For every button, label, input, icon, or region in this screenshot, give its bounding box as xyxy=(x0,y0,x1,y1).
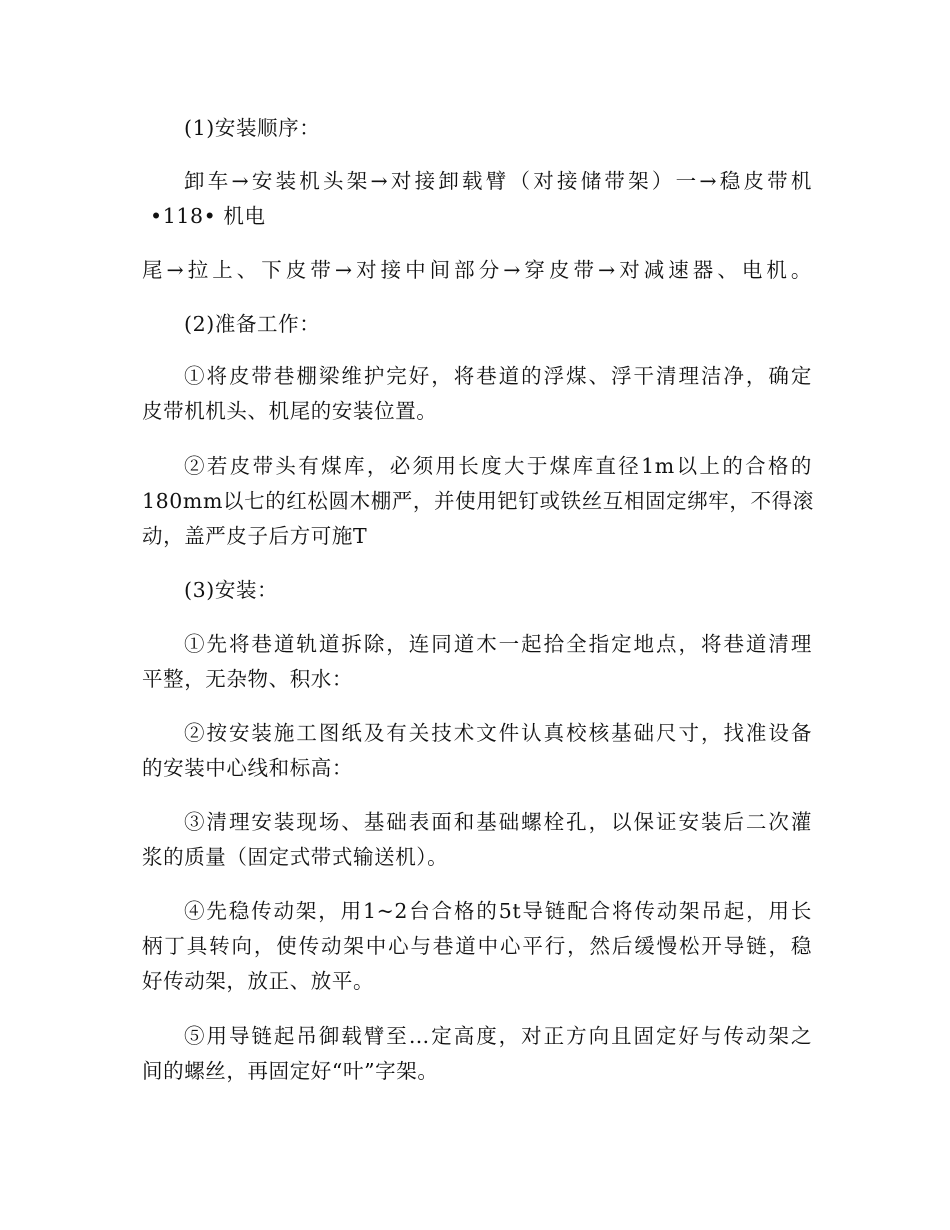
install-item-4-line-2: 柄丁具转向，使传动架中心与巷道中心平行，然后缓慢松开导链，稳 xyxy=(142,934,812,958)
install-order-line-2: 尾→拉上、下皮带→对接中间部分→穿皮带→对减速器、电机。 xyxy=(142,258,812,282)
prep-item-2-line-2: 180mm以七的红松圆木棚严，并使用钯钉或铁丝互相固定绑牢，不得滚 xyxy=(142,489,814,513)
install-item-3-line-1: ③清理安装现场、基础表面和基础螺栓孔，以保证安装后二次灌 xyxy=(184,810,812,834)
prep-item-2-line-3: 动，盖严皮子后方可施T xyxy=(142,524,368,548)
page-header-marker: •118• 机电 xyxy=(150,204,266,228)
prep-item-2-line-1: ②若皮带头有煤库，必须用长度大于煤库直径1m以上的合格的 xyxy=(184,454,812,478)
heading-preparation: (2)准备工作： xyxy=(184,312,321,336)
install-item-3-line-2: 浆的质量（固定式带式输送机）。 xyxy=(142,845,449,869)
install-item-2-line-1: ②按安装施工图纸及有关技术文件认真校核基础尺寸，找准设备 xyxy=(184,721,812,745)
install-item-5-line-1: ⑤用导链起吊御载臂至…定高度，对正方向且固定好与传动架之 xyxy=(184,1024,812,1048)
install-item-2-line-2: 的安装中心线和标高： xyxy=(142,756,353,780)
install-item-1-line-2: 平整，无杂物、积水： xyxy=(142,667,353,691)
heading-install-order: (1)安装顺序： xyxy=(184,116,321,140)
install-order-line-1: 卸车→安装机头架→对接卸载臂（对接储带架）一→稳皮带机 xyxy=(184,169,812,193)
install-item-5-line-2: 间的螺丝，再固定好“叶”字架。 xyxy=(142,1059,439,1083)
install-item-4-line-3: 好传动架，放正、放平。 xyxy=(142,969,375,993)
prep-item-1-line-1: ①将皮带巷棚梁维护完好，将巷道的浮煤、浮干清理洁净，确定 xyxy=(184,364,812,388)
install-item-1-line-1: ①先将巷道轨道拆除，连同道木一起拾全指定地点，将巷道清理 xyxy=(184,632,812,656)
install-item-4-line-1: ④先稳传动架，用1~2台合格的5t导链配合将传动架吊起，用长 xyxy=(184,899,812,923)
heading-installation: (3)安装： xyxy=(184,578,279,602)
prep-item-1-line-2: 皮带机机头、机尾的安装位置。 xyxy=(142,399,438,423)
